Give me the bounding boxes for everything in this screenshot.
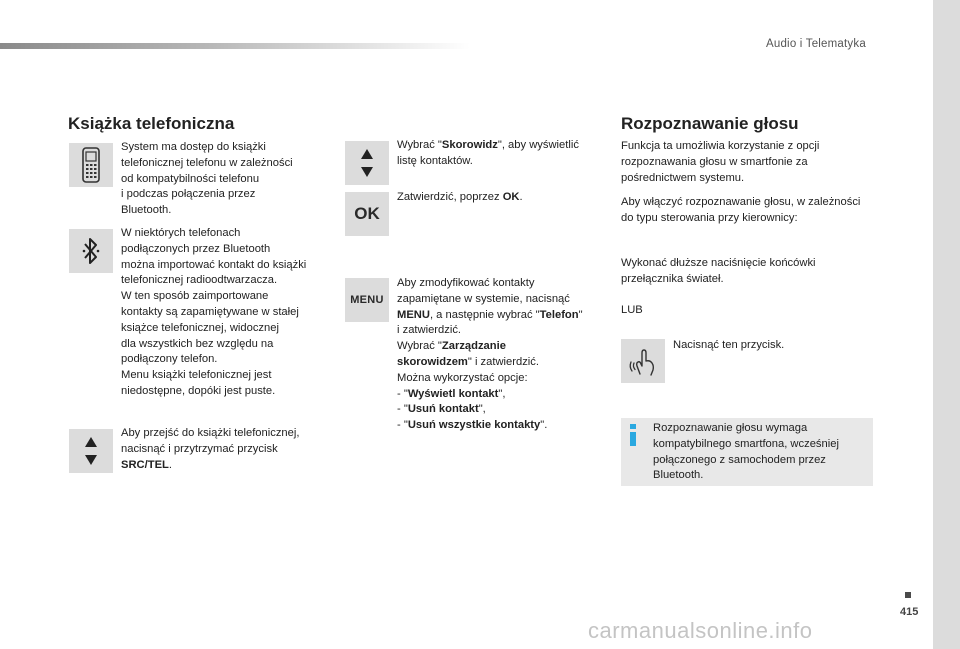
voice-command-hand-icon <box>626 344 660 378</box>
confirm-ok-text: Zatwierdzić, poprzez OK. <box>397 191 523 203</box>
page-edge-bar <box>933 0 960 649</box>
section-header-title: Audio i Telematyka <box>766 38 866 50</box>
info-icon <box>626 423 640 447</box>
phonebook-intro-text: System ma dostęp do książki telefonicznej telefonu w zależności od kompatybilności telefonu i podczas połączenia przez Bluetooth. <box>121 141 293 217</box>
info-note-text: Rozpoznawanie głosu wymaga kompatybilnego smartfona, wcześniej połączonego z samochodem przez Bluetooth. <box>653 422 839 482</box>
bluetooth-import-text: W niektórych telefonach podłączonych przez Bluetooth można importować kontakt do książki telefonicznej radioodtwarzacza. W ten sposób zaimportowane kontakty są zapamiętywane w stałej książce telefonicznej, widocznej dla wszystkich bez względu na podłączony telefon. Menu książki telefonicznej jest niedostępne, dopóki jest puste. <box>121 227 307 397</box>
modify-contacts-text: Aby zmodyfikować kontakty zapamiętane w systemie, nacisnąć MENU, a następnie wybrać "Telefon" i zatwierdzić. Wybrać "Zarządzanie skorowidzem" i zatwierdzić. Można wykorzystać opcje: - "Wyświetl kontakt", - "Usuń kontakt", - "Usuń wszystkie kontakty". <box>397 277 583 432</box>
voice-button[interactable] <box>621 339 665 383</box>
page-number: 415 <box>900 606 919 618</box>
up-down-button-left[interactable] <box>69 429 113 473</box>
ok-button-label: OK <box>354 204 380 223</box>
voice-enable-text: Aby włączyć rozpoznawanie głosu, w zależności do typu sterowania przy kierownicy: <box>621 196 861 224</box>
menu-button-label: MENU <box>350 294 384 306</box>
bluetooth-icon <box>81 235 101 267</box>
or-text: LUB <box>621 304 643 316</box>
watermark: carmanualsonline.info <box>588 618 813 643</box>
menu-button[interactable] <box>345 278 389 322</box>
page-marker <box>905 592 911 598</box>
index-select-text: Wybrać "Skorowidz", aby wyświetlić listę kontaktów. <box>397 139 579 167</box>
mobile-phone-icon <box>80 147 102 183</box>
stalk-press-text: Wykonać dłuższe naciśnięcie końcówki przełącznika świateł. <box>621 257 816 285</box>
phonebook-heading: Książka telefoniczna <box>68 114 235 133</box>
press-button-text: Nacisnąć ten przycisk. <box>673 339 785 351</box>
bluetooth-icon-box <box>69 229 113 273</box>
ok-button[interactable] <box>345 192 389 236</box>
up-down-arrows-icon <box>359 147 375 179</box>
voice-intro-text: Funkcja ta umożliwia korzystanie z opcji rozpoznawania głosu w smartfonie za pośrednictwem systemu. <box>621 140 820 184</box>
phonebook-access-text: Aby przejść do książki telefonicznej, nacisnąć i przytrzymać przycisk SRC/TEL. <box>121 427 300 471</box>
up-down-arrows-icon <box>83 435 99 467</box>
info-note-box <box>621 418 873 486</box>
voice-recognition-heading: Rozpoznawanie głosu <box>621 114 799 133</box>
up-down-button-middle[interactable] <box>345 141 389 185</box>
phone-icon-box <box>69 143 113 187</box>
header-rule <box>0 43 470 49</box>
